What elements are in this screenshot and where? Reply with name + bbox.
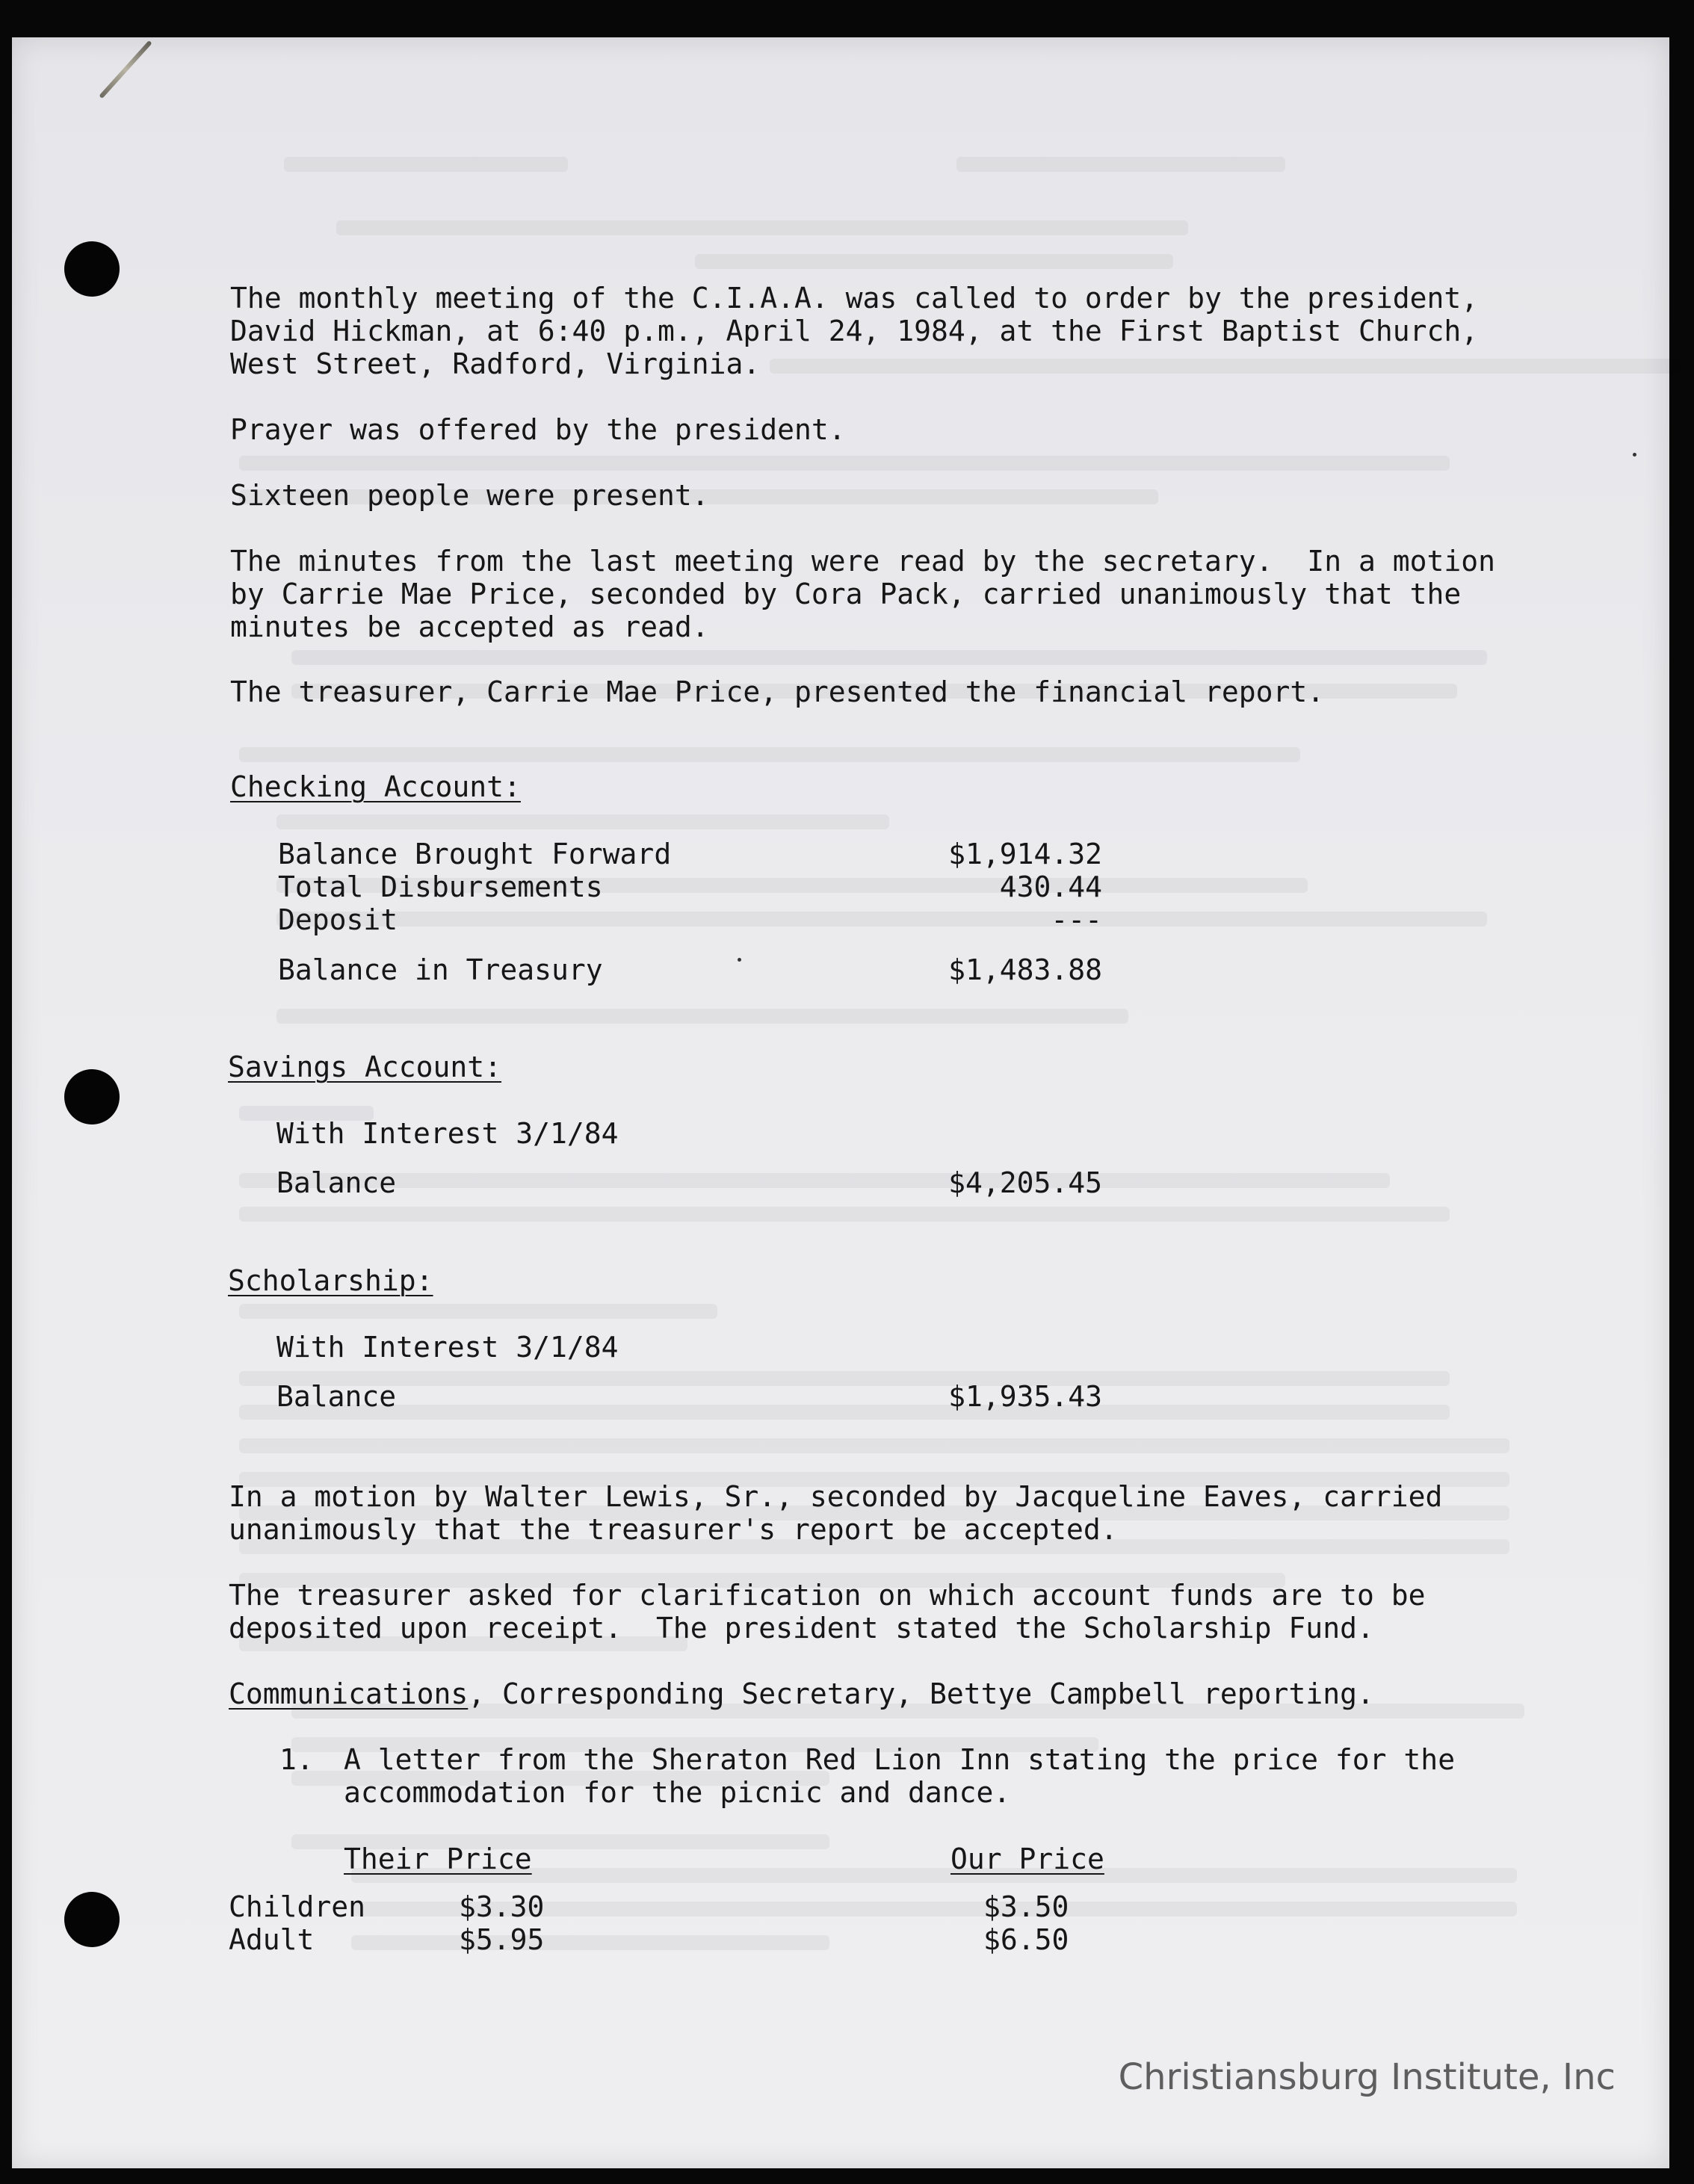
checking-row-value: --- [1051,903,1102,936]
price-row-their: $5.95 [459,1923,545,1956]
communications-line [229,1677,1374,1710]
checking-row-value: $1,914.32 [948,838,1102,870]
our-price-header: Our Price [950,1843,1104,1875]
minutes-line-1: The minutes from the last meeting were read by the secretary. In a motion [230,545,1495,578]
minutes-line-2: by Carrie Mae Price, seconded by Cora Pack, carried unanimously that the [230,578,1462,610]
checking-row-label: Total Disbursements [278,870,603,903]
price-row-our: $6.50 [983,1923,1069,1956]
savings-interest-line: With Interest 3/1/84 [276,1117,619,1150]
savings-account-heading: Savings Account: [228,1051,502,1083]
opening-line-3: West Street, Radford, Virginia. [230,347,761,380]
opening-line-2: David Hickman, at 6:40 p.m., April 24, 1984, at the First Baptist Church, [230,315,1479,347]
prayer-line: Prayer was offered by the president. [230,413,846,446]
communication-item-number: 1. [279,1743,314,1776]
clarification-line-2: deposited upon receipt. The president stated the Scholarship Fund. [229,1612,1374,1645]
communication-item-line-1: A letter from the Sheraton Red Lion Inn stating the price for the [344,1743,1456,1776]
checking-row-label: Deposit [278,903,398,936]
checking-row-label: Balance in Treasury [278,953,603,986]
checking-row-label: Balance Brought Forward [278,838,672,870]
scholarship-balance-value: $1,935.43 [948,1380,1102,1413]
motion-line-1: In a motion by Walter Lewis, Sr., seconded by Jacqueline Eaves, carried [229,1480,1443,1513]
price-row-label: Adult [229,1923,315,1956]
savings-balance-value: $4,205.45 [948,1166,1102,1199]
price-row-our: $3.50 [983,1890,1069,1923]
communications-heading: Communications [229,1677,469,1710]
scholarship-interest-line: With Interest 3/1/84 [276,1331,619,1364]
checking-row-value: $1,483.88 [948,953,1102,986]
price-row-their: $3.30 [459,1890,545,1923]
scholarship-heading: Scholarship: [228,1264,433,1297]
checking-row-value: 430.44 [999,870,1102,903]
motion-line-2: unanimously that the treasurer's report be accepted. [229,1513,1118,1546]
minutes-line-3: minutes be accepted as read. [230,610,709,643]
their-price-header: Their Price [344,1843,532,1875]
price-row-label: Children [229,1890,366,1923]
treasurer-intro: The treasurer, Carrie Mae Price, presented the financial report. [230,675,1325,708]
savings-balance-label: Balance [276,1166,397,1199]
communications-rest: , Corresponding Secretary, Bettye Campbell reporting. [468,1677,1374,1710]
opening-line-1: The monthly meeting of the C.I.A.A. was called to order by the president, [230,282,1479,315]
archive-watermark: Christiansburg Institute, Inc [1118,2056,1616,2098]
scholarship-balance-label: Balance [276,1380,397,1413]
attendance-line: Sixteen people were present. [230,479,709,512]
clarification-line-1: The treasurer asked for clarification on which account funds are to be [229,1579,1426,1612]
communication-item-line-2: accommodation for the picnic and dance. [344,1776,1011,1809]
checking-account-heading: Checking Account: [230,770,521,803]
